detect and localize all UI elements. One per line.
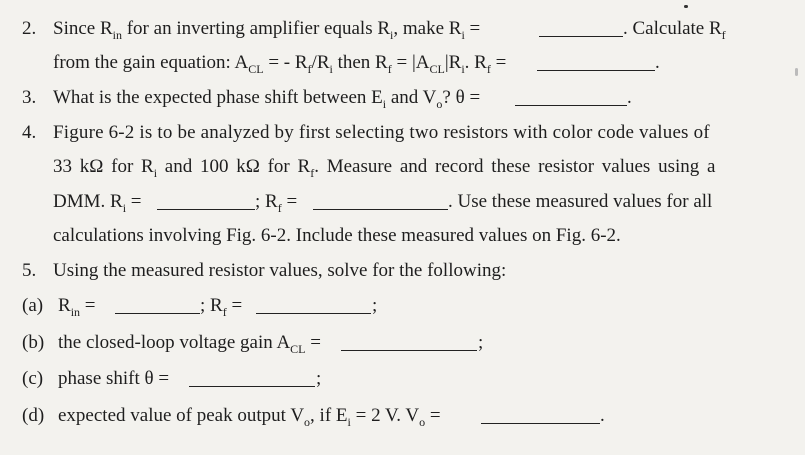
q5a-semicolon: ; <box>372 295 378 316</box>
q4-ri-blank[interactable] <box>157 190 255 210</box>
q4-text-3a: DMM. $R_i$ = <box>53 191 142 215</box>
q4-text-2: 33 kΩ for $R_i$ and 100 kΩ for $R_f$. Measure and record these resistor values using a <box>53 156 716 180</box>
q3-text: What is the expected phase shift between $E_i$ and $V_o$? θ = <box>53 87 481 111</box>
q4-text-1: Figure 6-2 is to be analyzed by first selecting two resistors with color code values of <box>53 122 710 143</box>
q2-gain-equation: from the gain equation: $A_{CL}$ = - $R_f/R_i$ then $R_f = |A_{CL}|R_i$. $R_f$ = <box>53 52 507 76</box>
q5-text: Using the measured resistor values, solve for the following: <box>53 260 507 281</box>
q5c-text: phase shift θ = <box>58 368 170 389</box>
q4-text-3b: ; $R_f$ = <box>255 191 298 215</box>
q5b-gain-blank[interactable] <box>341 331 477 351</box>
q4-rf-blank[interactable] <box>313 190 448 210</box>
q2-text-2: . Calculate $R_f$ <box>623 18 726 42</box>
q5a-rin-blank[interactable] <box>115 294 200 314</box>
q5d-label: (d) <box>22 405 45 426</box>
q2-ri-blank[interactable] <box>539 17 623 37</box>
q5d-period: . <box>600 405 605 426</box>
scan-mark <box>795 68 798 76</box>
q3-phase-blank[interactable] <box>515 86 627 106</box>
q5c-label: (c) <box>22 368 44 389</box>
q4-text-4: calculations involving Fig. 6-2. Include these measured values on Fig. 6-2. <box>53 225 621 246</box>
q2-number: 2. <box>22 18 37 39</box>
q5b-text: the closed-loop voltage gain $A_{CL}$ = <box>58 332 321 356</box>
scan-speck <box>684 5 688 8</box>
q3-period: . <box>627 87 632 108</box>
q2-rf-blank[interactable] <box>537 51 655 71</box>
q4-text-3c: . Use these measured values for all <box>448 191 713 212</box>
q5b-semicolon: ; <box>478 332 484 353</box>
q5a-label: (a) <box>22 295 44 316</box>
q5d-vo-blank[interactable] <box>481 404 600 424</box>
q5a-text-2: ; $R_f$ = <box>200 295 243 319</box>
q2-period: . <box>655 52 660 73</box>
q5c-semicolon: ; <box>316 368 322 389</box>
q3-number: 3. <box>22 87 37 108</box>
q5d-text: expected value of peak output $V_o$, if $E_i = 2$ V. $V_o$ = <box>58 405 441 429</box>
q4-number: 4. <box>22 122 37 143</box>
q5a-text-1: $R_{in}$ = <box>58 295 96 319</box>
q5-number: 5. <box>22 260 37 281</box>
q2-text-1: Since $R_{in}$ for an inverting amplifier equals $R_i$, make $R_i$ = <box>53 18 481 42</box>
q5b-label: (b) <box>22 332 45 353</box>
q5c-phase-blank[interactable] <box>189 367 315 387</box>
q5a-rf-blank[interactable] <box>256 294 371 314</box>
